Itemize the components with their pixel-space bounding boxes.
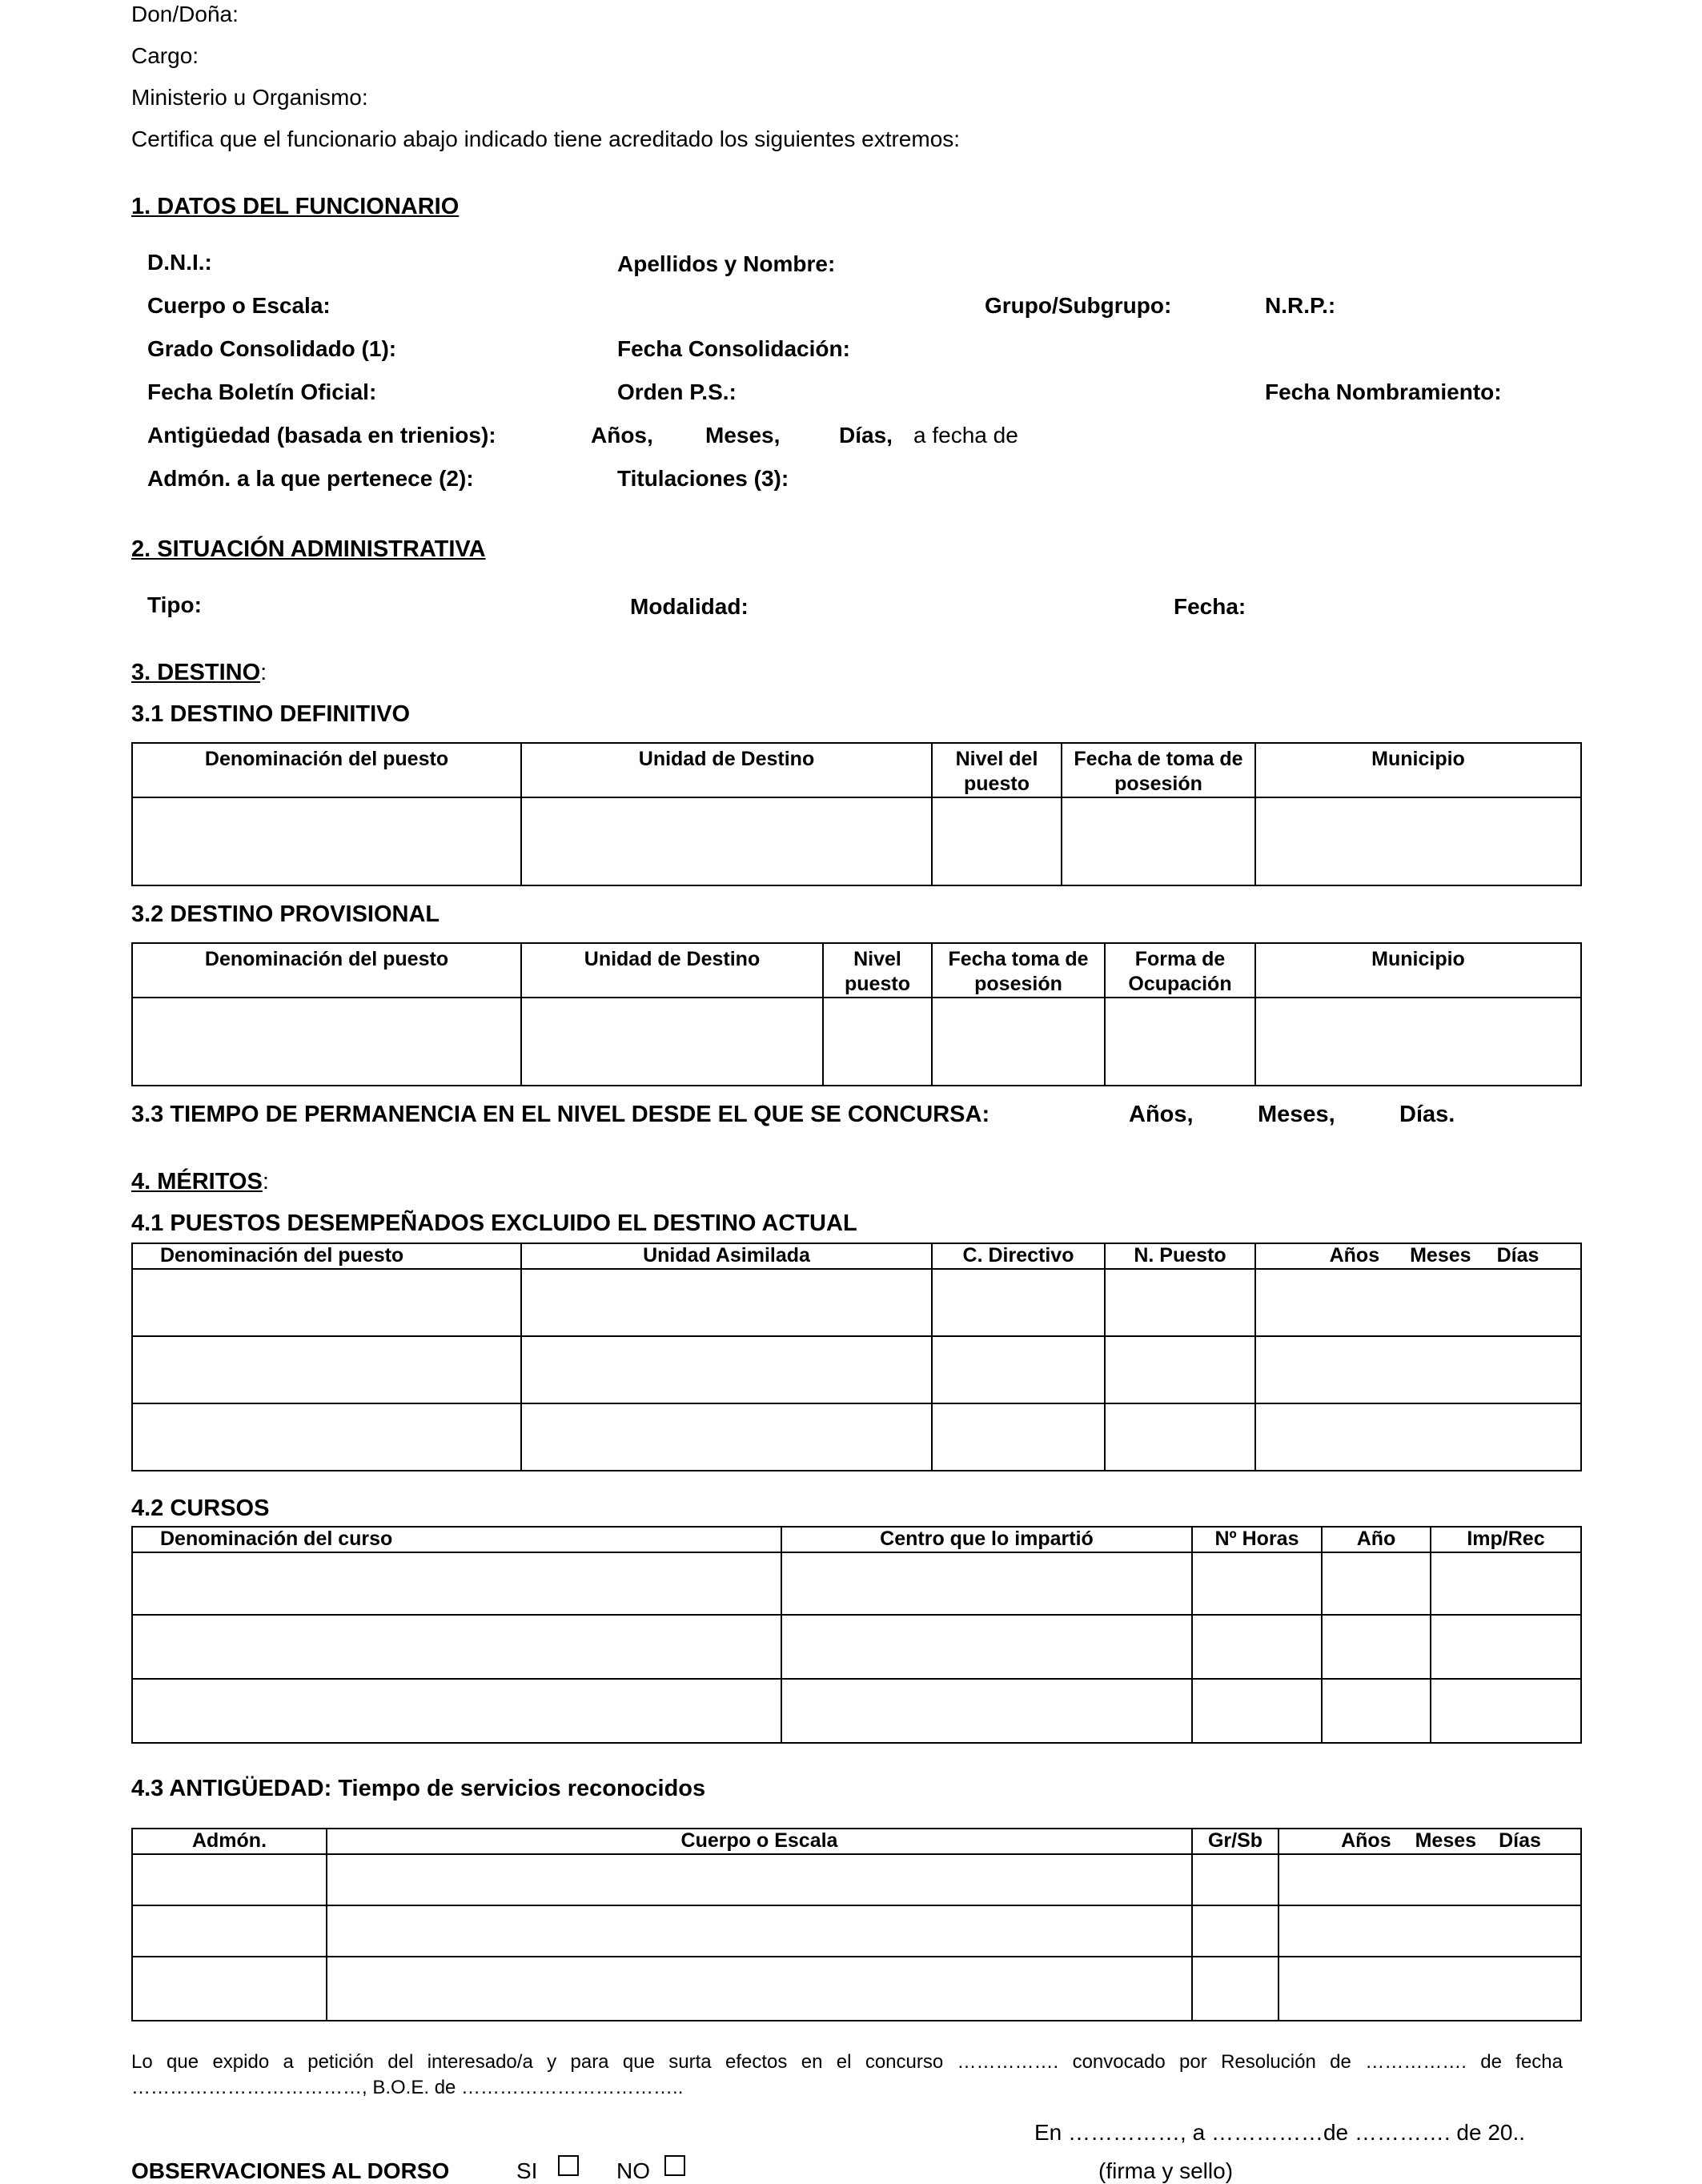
table-row bbox=[132, 1679, 1581, 1743]
modalidad-label: Modalidad: bbox=[630, 594, 749, 619]
antiguedad-table bbox=[131, 1828, 1582, 2021]
time-header: Años Meses Días bbox=[1279, 1829, 1581, 1854]
signature-label: (firma y sello) bbox=[1098, 2158, 1234, 2183]
section-4-1-title: 4.1 PUESTOS DESEMPEÑADOS EXCLUIDO EL DESTINO ACTUAL bbox=[131, 1210, 857, 1236]
table-row bbox=[132, 1905, 1581, 1957]
admon-label: Admón. a la que pertenece (2): bbox=[147, 466, 474, 491]
table-header: Imp/Rec bbox=[1431, 1527, 1581, 1552]
table-cell[interactable] bbox=[1255, 1269, 1581, 1336]
table-cell[interactable] bbox=[781, 1615, 1192, 1679]
section-4-2-title: 4.2 CURSOS bbox=[131, 1495, 270, 1521]
section-3-1-title: 3.1 DESTINO DEFINITIVO bbox=[131, 701, 411, 727]
table-cell[interactable] bbox=[1431, 1552, 1581, 1615]
table-cell[interactable] bbox=[1431, 1615, 1581, 1679]
table-cell[interactable] bbox=[132, 1679, 781, 1743]
si-checkbox[interactable] bbox=[558, 2155, 579, 2176]
table-row bbox=[132, 1552, 1581, 1615]
table-header: Año bbox=[1322, 1527, 1431, 1552]
tipo-label: Tipo: bbox=[147, 592, 202, 617]
grupo-label: Grupo/Subgrupo: bbox=[985, 293, 1172, 318]
permanencia-anos: Años, bbox=[1129, 1102, 1194, 1127]
table-cell[interactable] bbox=[1255, 1336, 1581, 1403]
table-cell[interactable] bbox=[132, 998, 521, 1086]
orden-ps-label: Orden P.S.: bbox=[617, 379, 737, 404]
table-header: Nº Horas bbox=[1192, 1527, 1322, 1552]
table-header: Gr/Sb bbox=[1192, 1829, 1279, 1854]
ministerio-label: Ministerio u Organismo: bbox=[131, 85, 368, 110]
titulaciones-label: Titulaciones (3): bbox=[617, 466, 789, 491]
no-checkbox[interactable] bbox=[664, 2155, 685, 2176]
table-cell[interactable] bbox=[1062, 797, 1255, 885]
table-header: N. Puesto bbox=[1105, 1243, 1255, 1269]
certifica-text: Certifica que el funcionario abajo indicado tiene acreditado los siguientes extremos: bbox=[131, 126, 961, 151]
destino-definitivo-table bbox=[131, 742, 1582, 886]
table-cell[interactable] bbox=[132, 1269, 521, 1336]
table-cell[interactable] bbox=[132, 1336, 521, 1403]
table-row bbox=[132, 998, 1581, 1086]
table-cell[interactable] bbox=[1105, 1403, 1255, 1471]
no-label: NO bbox=[616, 2158, 650, 2183]
table-cell[interactable] bbox=[1255, 1403, 1581, 1471]
table-cell[interactable] bbox=[1279, 1905, 1581, 1957]
table-cell[interactable] bbox=[1105, 998, 1255, 1086]
table-cell[interactable] bbox=[1192, 1905, 1279, 1957]
table-cell[interactable] bbox=[1105, 1336, 1255, 1403]
table-cell[interactable] bbox=[132, 1854, 327, 1905]
table-cell[interactable] bbox=[1105, 1269, 1255, 1336]
table-header: Unidad de Destino bbox=[521, 943, 823, 998]
section-3-2-title: 3.2 DESTINO PROVISIONAL bbox=[131, 901, 440, 927]
table-cell[interactable] bbox=[1192, 1679, 1322, 1743]
nrp-label: N.R.P.: bbox=[1265, 293, 1336, 318]
certification-statement: Lo que expido a petición del interesado/a y para que surta efectos en el concurso ……………. convocado por Resolución de ……………. de fecha ………………………………, B.O.E. de …………………………….. bbox=[131, 2051, 1563, 2098]
antiguedad-dias: Días, bbox=[839, 423, 893, 448]
table-cell[interactable] bbox=[1279, 1957, 1581, 2021]
table-header: Admón. bbox=[132, 1829, 327, 1854]
fecha-boletin-label: Fecha Boletín Oficial: bbox=[147, 379, 377, 404]
table-row bbox=[132, 1615, 1581, 1679]
table-row bbox=[132, 797, 1581, 885]
table-header: Denominación del puesto bbox=[132, 1243, 521, 1269]
section-4-title: 4. MÉRITOS: bbox=[131, 1169, 269, 1194]
table-cell[interactable] bbox=[1322, 1552, 1431, 1615]
table-cell[interactable] bbox=[1192, 1615, 1322, 1679]
table-cell[interactable] bbox=[823, 998, 932, 1086]
si-label: SI bbox=[516, 2158, 538, 2183]
table-header: Unidad de Destino bbox=[521, 743, 932, 797]
table-header: Fecha toma de posesión bbox=[932, 943, 1105, 998]
section-3-title: 3. DESTINO: bbox=[131, 660, 267, 685]
place-date-line: En ……………, a ……………de …………. de 20.. bbox=[1034, 2120, 1526, 2145]
table-cell[interactable] bbox=[1279, 1854, 1581, 1905]
table-cell[interactable] bbox=[521, 1336, 932, 1403]
table-header: Municipio bbox=[1255, 743, 1581, 797]
table-cell[interactable] bbox=[932, 998, 1105, 1086]
table-header: Fecha de toma de posesión bbox=[1062, 743, 1255, 797]
table-cell[interactable] bbox=[1322, 1679, 1431, 1743]
antiguedad-label: Antigüedad (basada en trienios): bbox=[147, 423, 496, 448]
time-header: Años Meses Días bbox=[1255, 1243, 1581, 1269]
table-cell[interactable] bbox=[1192, 1854, 1279, 1905]
table-row bbox=[132, 1854, 1581, 1905]
observaciones-label: OBSERVACIONES AL DORSO bbox=[131, 2158, 450, 2183]
apellidos-label: Apellidos y Nombre: bbox=[617, 251, 836, 276]
cursos-table bbox=[131, 1526, 1582, 1744]
fecha-nombramiento-label: Fecha Nombramiento: bbox=[1265, 379, 1502, 404]
table-header: Denominación del puesto bbox=[132, 943, 521, 998]
fecha-label: Fecha: bbox=[1174, 594, 1246, 619]
table-cell[interactable] bbox=[132, 1403, 521, 1471]
table-header: Nivel puesto bbox=[823, 943, 932, 998]
table-header: Nivel del puesto bbox=[932, 743, 1062, 797]
cargo-label: Cargo: bbox=[131, 43, 199, 68]
table-cell[interactable] bbox=[327, 1905, 1192, 1957]
puestos-desempenados-table bbox=[131, 1243, 1582, 1471]
table-cell[interactable] bbox=[521, 1403, 932, 1471]
table-cell[interactable] bbox=[932, 1269, 1105, 1336]
table-cell[interactable] bbox=[932, 1336, 1105, 1403]
table-cell[interactable] bbox=[521, 797, 932, 885]
table-cell[interactable] bbox=[932, 797, 1062, 885]
fecha-consolidacion-label: Fecha Consolidación: bbox=[617, 336, 850, 361]
table-cell[interactable] bbox=[132, 1552, 781, 1615]
section-3-3-title: 3.3 TIEMPO DE PERMANENCIA EN EL NIVEL DESDE EL QUE SE CONCURSA: bbox=[131, 1102, 990, 1127]
permanencia-dias: Días. bbox=[1399, 1102, 1455, 1127]
table-cell[interactable] bbox=[521, 1269, 932, 1336]
dni-label: D.N.I.: bbox=[147, 250, 212, 275]
table-cell[interactable] bbox=[327, 1854, 1192, 1905]
table-row bbox=[132, 1403, 1581, 1471]
don-dona-label: Don/Doña: bbox=[131, 2, 239, 26]
table-header: Municipio bbox=[1255, 943, 1581, 998]
table-cell[interactable] bbox=[932, 1403, 1105, 1471]
table-row bbox=[132, 1336, 1581, 1403]
table-header: Centro que lo impartió bbox=[781, 1527, 1192, 1552]
table-cell[interactable] bbox=[1192, 1957, 1279, 2021]
table-row bbox=[132, 1957, 1581, 2021]
table-cell[interactable] bbox=[132, 1905, 327, 1957]
table-cell[interactable] bbox=[1255, 998, 1581, 1086]
table-cell[interactable] bbox=[521, 998, 823, 1086]
table-header: Denominación del curso bbox=[132, 1527, 781, 1552]
section-1-title: 1. DATOS DEL FUNCIONARIO bbox=[131, 194, 460, 219]
section-4-3-title: 4.3 ANTIGÜEDAD: Tiempo de servicios reconocidos bbox=[131, 1776, 706, 1801]
grado-label: Grado Consolidado (1): bbox=[147, 336, 397, 361]
table-header: Forma de Ocupación bbox=[1105, 943, 1255, 998]
antiguedad-anos: Años, bbox=[591, 423, 653, 448]
table-cell[interactable] bbox=[1192, 1552, 1322, 1615]
permanencia-meses: Meses, bbox=[1258, 1102, 1335, 1127]
table-cell[interactable] bbox=[132, 1615, 781, 1679]
table-header: Unidad Asimilada bbox=[521, 1243, 932, 1269]
table-header: Cuerpo o Escala bbox=[327, 1829, 1192, 1854]
table-cell[interactable] bbox=[1322, 1615, 1431, 1679]
table-cell[interactable] bbox=[132, 797, 521, 885]
table-row bbox=[132, 1269, 1581, 1336]
section-2-title: 2. SITUACIÓN ADMINISTRATIVA bbox=[131, 536, 486, 562]
table-cell[interactable] bbox=[781, 1552, 1192, 1615]
destino-provisional-table bbox=[131, 942, 1582, 1086]
table-header: Denominación del puesto bbox=[132, 743, 521, 797]
cuerpo-label: Cuerpo o Escala: bbox=[147, 293, 331, 318]
table-header: C. Directivo bbox=[932, 1243, 1105, 1269]
table-cell[interactable] bbox=[1255, 797, 1581, 885]
table-cell[interactable] bbox=[327, 1957, 1192, 2021]
table-cell[interactable] bbox=[132, 1957, 327, 2021]
a-fecha-de-label: a fecha de bbox=[913, 423, 1018, 448]
table-cell[interactable] bbox=[781, 1679, 1192, 1743]
antiguedad-meses: Meses, bbox=[705, 423, 781, 448]
table-cell[interactable] bbox=[1431, 1679, 1581, 1743]
